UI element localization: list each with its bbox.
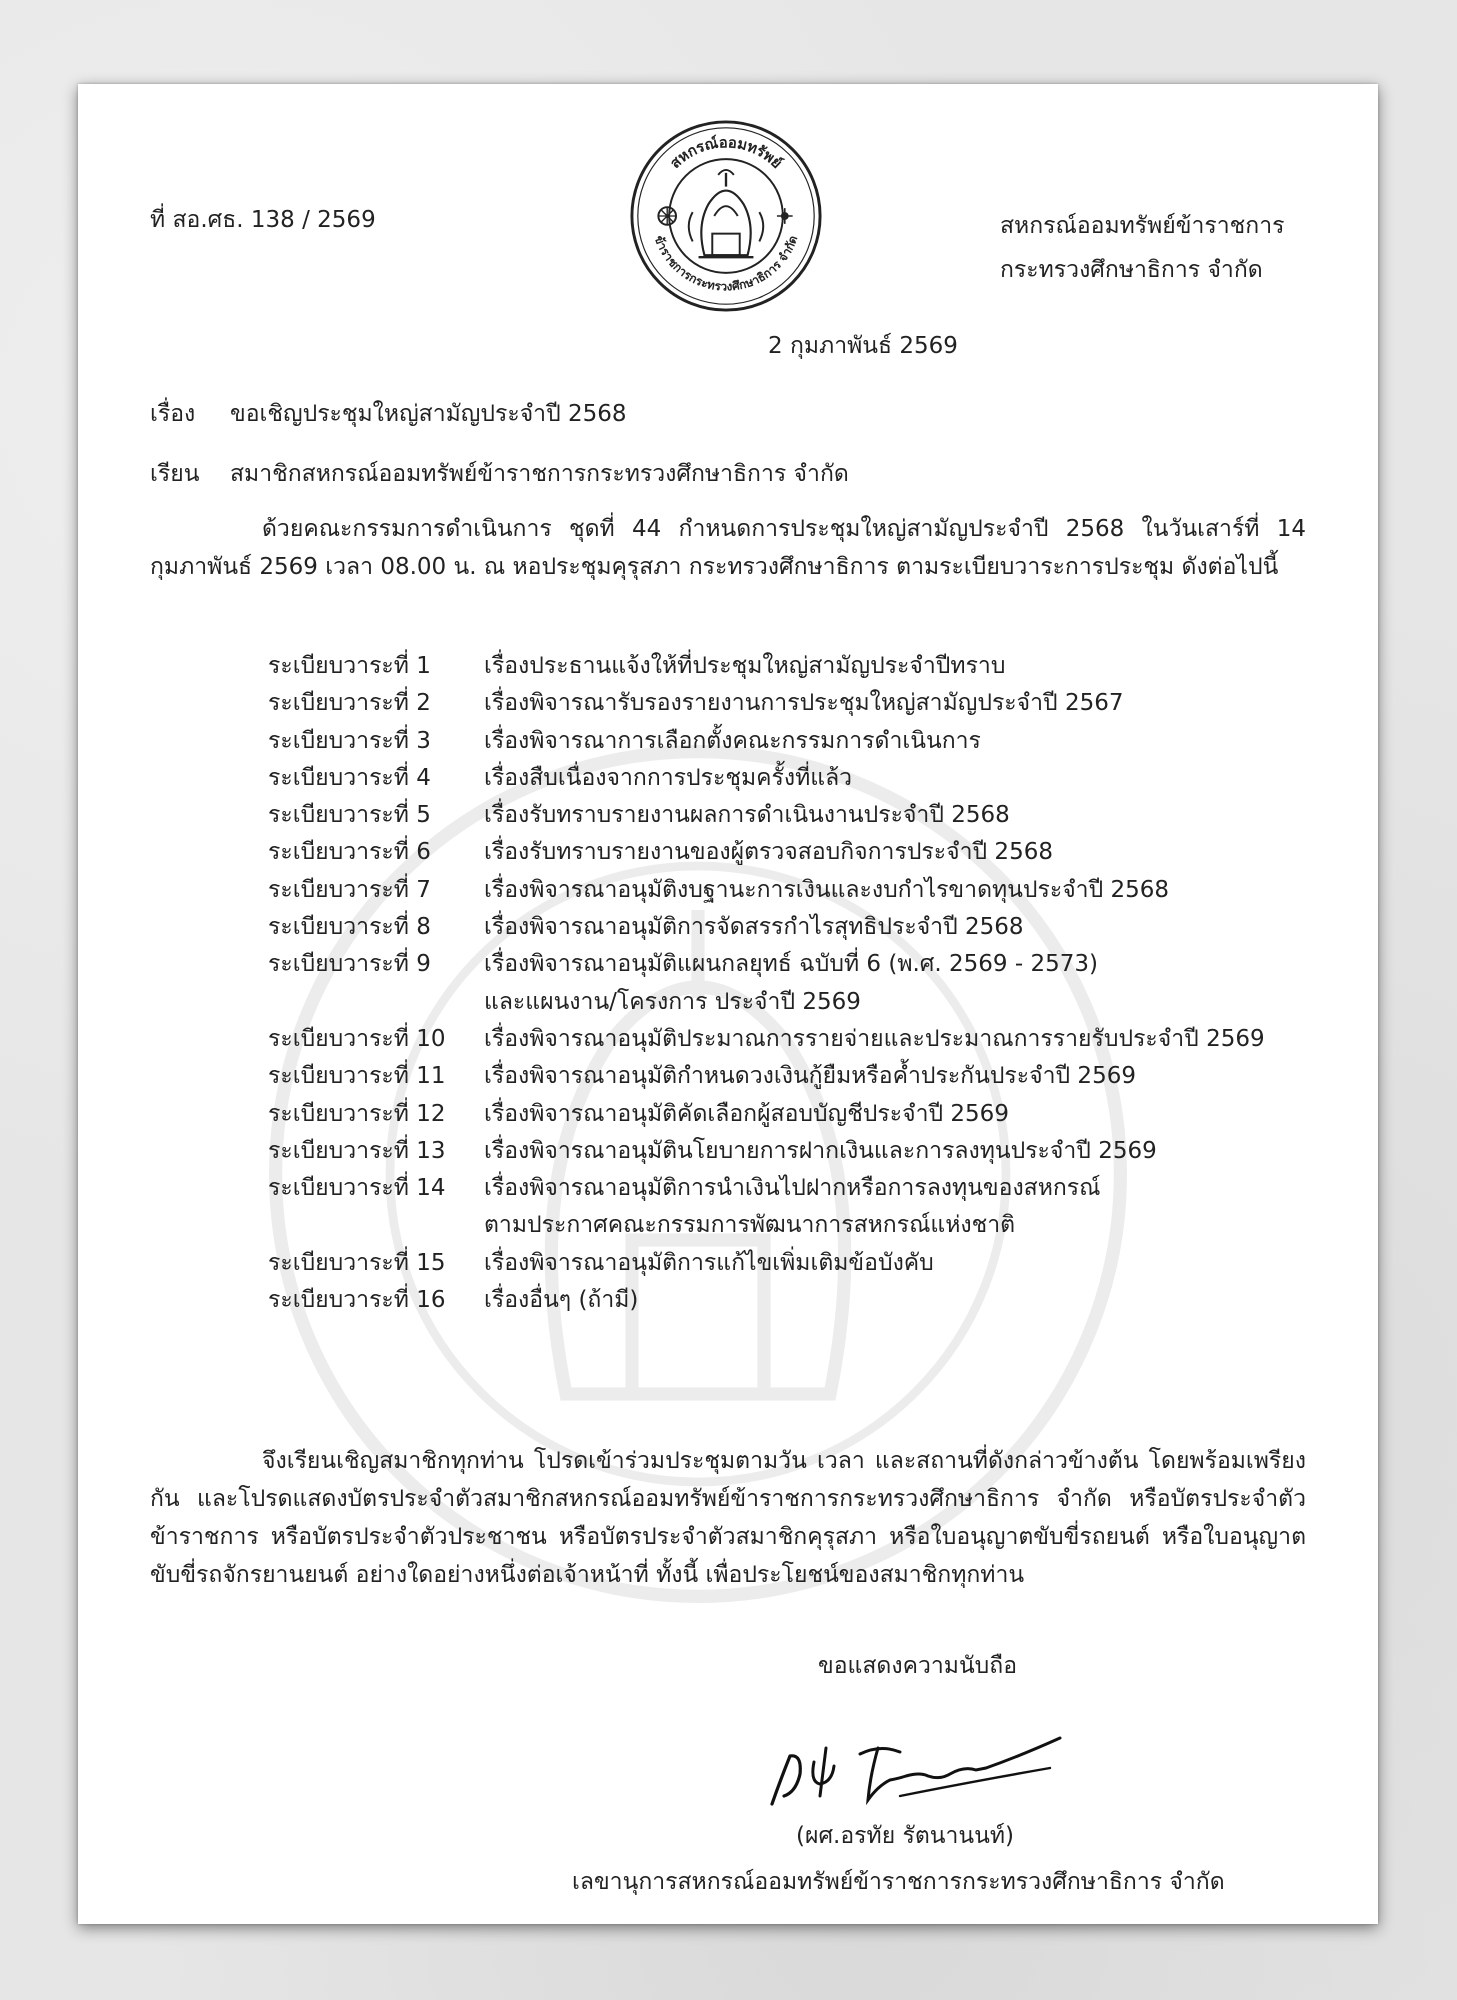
agenda-item-text: เรื่องพิจารณาอนุมัติการจัดสรรกำไรสุทธิประจำปี 2568 — [484, 914, 1024, 941]
agenda-item-label: ระเบียบวาระที่ 7 — [268, 876, 431, 903]
agenda-item-text: เรื่องพิจารณาการเลือกตั้งคณะกรรมการดำเนินการ — [484, 727, 981, 754]
agenda-item-text: เรื่องพิจารณาอนุมัตินโยบายการฝากเงินและการลงทุนประจำปี 2569 — [484, 1137, 1157, 1164]
body-paragraph: จึงเรียนเชิญสมาชิกทุกท่าน โปรดเข้าร่วมประชุมตามวัน เวลา และสถานที่ดังกล่าวข้างต้น โดยพร้อมเพรียงกัน และโปรดแสดงบัตรประจำตัวสมาชิกสหกรณ์ออมทรัพย์ข้าราชการกระทรวงศึกษาธิการ จำกัด หรือบัตรประจำตัวข้าราชการ หรือบัตรประจำตัวประชาชน หรือบัตรประจำตัวสมาชิกคุรุสภา หรือใบอนุญาตขับขี่รถยนต์ หรือใบอนุญาตขับขี่รถจักรยานยนต์ อย่างใดอย่างหนึ่งต่อเจ้าหน้าที่ ทั้งนี้ เพื่อประโยชน์ของสมาชิกทุกท่าน — [150, 1448, 1306, 1588]
letter-page — [78, 84, 1378, 1924]
agenda-item — [268, 1058, 1348, 1095]
organization-name-line1: สหกรณ์ออมทรัพย์ข้าราชการ — [1000, 213, 1285, 239]
agenda-item-text: เรื่องพิจารณาอนุมัติกำหนดวงเงินกู้ยืมหรือค้ำประกันประจำปี 2569 — [484, 1063, 1136, 1090]
agenda-item-text: เรื่องพิจารณาอนุมัติแผนกลยุทธ์ ฉบับที่ 6 (พ.ศ. 2569 - 2573) — [484, 951, 1098, 978]
agenda-item — [268, 1245, 1348, 1282]
signer-name: (ผศ.อรทัย รัตนานนท์) — [796, 1823, 1014, 1849]
agenda-list — [268, 648, 1348, 1319]
agenda-item-label: ระเบียบวาระที่ 15 — [268, 1249, 446, 1276]
agenda-item — [268, 760, 1348, 797]
agenda-item-text-continued: ตามประกาศคณะกรรมการพัฒนาการสหกรณ์แห่งชาติ — [484, 1212, 1016, 1239]
agenda-item — [268, 1021, 1348, 1058]
subject-label: เรื่อง — [150, 401, 196, 427]
agenda-item-label: ระเบียบวาระที่ 16 — [268, 1287, 446, 1314]
agenda-item-text: เรื่องประธานแจ้งให้ที่ประชุมใหญ่สามัญประจำปีทราบ — [484, 653, 1006, 679]
agenda-item-label: ระเบียบวาระที่ 6 — [268, 839, 431, 866]
agenda-item — [268, 1133, 1348, 1170]
signature-icon — [750, 1696, 1080, 1814]
agenda-item — [268, 1282, 1348, 1319]
signer-title: เลขานุการสหกรณ์ออมทรัพย์ข้าราชการกระทรวงศึกษาธิการ จำกัด — [572, 1869, 1225, 1895]
dharma-wheel-icon — [658, 207, 676, 225]
agenda-item-label: ระเบียบวาระที่ 9 — [268, 951, 431, 978]
agenda-item-label: ระเบียบวาระที่ 11 — [268, 1063, 446, 1090]
agenda-item-label: ระเบียบวาระที่ 10 — [268, 1025, 446, 1052]
agenda-item — [268, 909, 1348, 946]
agenda-item-label: ระเบียบวาระที่ 3 — [268, 727, 431, 754]
agenda-item-text: เรื่องอื่นๆ (ถ้ามี) — [484, 1287, 639, 1314]
agenda-item-text: เรื่องรับทราบรายงานของผู้ตรวจสอบกิจการประจำปี 2568 — [484, 839, 1053, 866]
cooperative-seal-icon — [628, 118, 824, 314]
salutation-label: เรียน — [150, 461, 200, 487]
agenda-item-text: เรื่องพิจารณาอนุมัติงบฐานะการเงินและงบกำไรขาดทุนประจำปี 2568 — [484, 876, 1170, 903]
agenda-item-label: ระเบียบวาระที่ 8 — [268, 914, 431, 941]
agenda-item-label: ระเบียบวาระที่ 5 — [268, 802, 431, 829]
subject-line — [150, 398, 627, 430]
agenda-item-label: ระเบียบวาระที่ 12 — [268, 1100, 446, 1127]
closing-text: ขอแสดงความนับถือ — [818, 1653, 1018, 1679]
agenda-item — [268, 648, 1348, 685]
salutation-text: สมาชิกสหกรณ์ออมทรัพย์ข้าราชการกระทรวงศึกษาธิการ จำกัด — [230, 461, 849, 487]
agenda-item — [268, 1096, 1348, 1133]
agenda-item-text: เรื่องพิจารณาอนุมัติประมาณการรายจ่ายและประมาณการรายรับประจำปี 2569 — [484, 1025, 1265, 1052]
agenda-item — [268, 946, 1348, 1021]
svg-text:ข้าราชการกระทรวงศึกษาธิการ จำก: ข้าราชการกระทรวงศึกษาธิการ จำกัด — [651, 233, 801, 294]
agenda-item-label: ระเบียบวาระที่ 1 — [268, 653, 431, 679]
agenda-item — [268, 723, 1348, 760]
intro-paragraph: ด้วยคณะกรรมการดำเนินการ ชุดที่ 44 กำหนดการประชุมใหญ่สามัญประจำปี 2568 ในวันเสาร์ที่ 14 กุมภาพันธ์ 2569 เวลา 08.00 น. ณ หอประชุมคุรุสภา กระทรวงศึกษาธิการ ตามระเบียบวาระการประชุม ดังต่อไปนี้ — [150, 516, 1306, 580]
agenda-item — [268, 685, 1348, 722]
agenda-item-label: ระเบียบวาระที่ 13 — [268, 1137, 446, 1164]
reference-number: ที่ สอ.ศธ. 138 / 2569 — [150, 207, 376, 233]
agenda-item-label: ระเบียบวาระที่ 14 — [268, 1175, 446, 1202]
salutation-line — [150, 458, 849, 490]
organization-name-line2: กระทรวงศึกษาธิการ จำกัด — [1000, 257, 1263, 283]
agenda-item-label: ระเบียบวาระที่ 4 — [268, 764, 431, 791]
agenda-item — [268, 797, 1348, 834]
agenda-item-text: เรื่องรับทราบรายงานผลการดำเนินงานประจำปี 2568 — [484, 802, 1010, 829]
organization-header — [1000, 204, 1284, 292]
agenda-item-text: เรื่องพิจารณาอนุมัติการนำเงินไปฝากหรือการลงทุนของสหกรณ์ — [484, 1175, 1101, 1202]
agenda-item — [268, 834, 1348, 871]
subject-text: ขอเชิญประชุมใหญ่สามัญประจำปี 2568 — [230, 401, 627, 427]
svg-text:สหกรณ์ออมทรัพย์: สหกรณ์ออมทรัพย์ — [666, 134, 786, 172]
agenda-item-text: เรื่องพิจารณาอนุมัติการแก้ไขเพิ่มเติมข้อบังคับ — [484, 1249, 934, 1276]
letter-date: 2 กุมภาพันธ์ 2569 — [768, 333, 958, 359]
agenda-item-text-continued: และแผนงาน/โครงการ ประจำปี 2569 — [484, 988, 861, 1015]
agenda-item — [268, 872, 1348, 909]
agenda-item — [268, 1170, 1348, 1245]
agenda-item-label: ระเบียบวาระที่ 2 — [268, 690, 431, 717]
agenda-item-text: เรื่องพิจารณารับรองรายงานการประชุมใหญ่สามัญประจำปี 2567 — [484, 690, 1124, 717]
agenda-item-text: เรื่องสืบเนื่องจากการประชุมครั้งที่แล้ว — [484, 764, 853, 791]
agenda-item-text: เรื่องพิจารณาอนุมัติคัดเลือกผู้สอบบัญชีประจำปี 2569 — [484, 1100, 1009, 1127]
